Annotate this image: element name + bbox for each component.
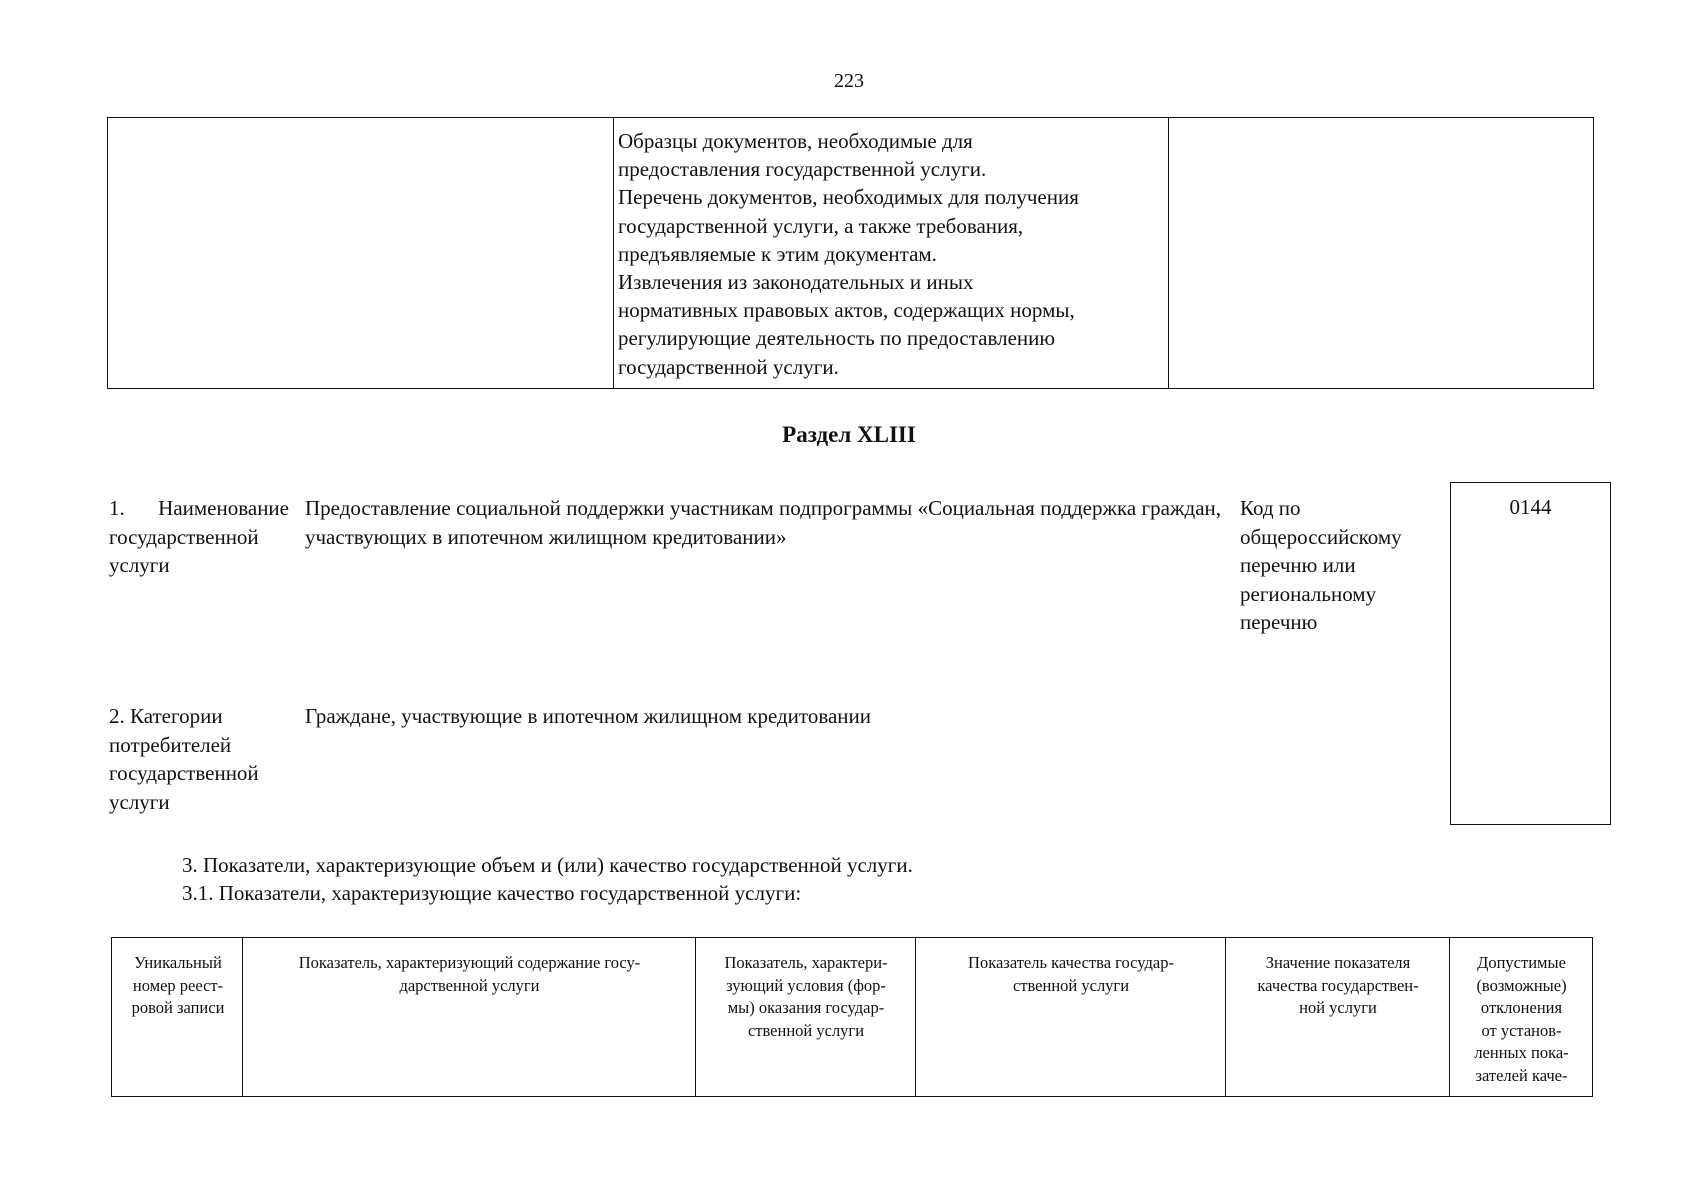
table-header-cell: Показатель, характери- зующий условия (фор- мы) оказания государ- ственной услуги	[724, 953, 888, 1040]
code-box	[1450, 482, 1611, 825]
indicators-heading: 3. Показатели, характеризующие объем и (или) качество государственной услуги.	[182, 853, 913, 877]
table-divider	[613, 118, 614, 388]
page-number: 223	[834, 70, 864, 92]
table-divider	[695, 938, 696, 1096]
service-name-value: Предоставление социальной поддержки участникам подпрограммы «Социальная поддержка граждан, участвующих в ипотечном жилищном кредитовании»	[305, 496, 1221, 549]
top-table-middle-cell: Образцы документов, необходимые для предоставления государственной услуги. Перечень документов, необходимых для получения государственной услуги, а также требования, предъявляемые к этим документам. Извлечения из законодательных и иных нормативных правовых актов, содержащих нормы, регулирующие деятельность по предоставлению государственной услуги.	[618, 129, 1079, 379]
table-header-cell: Допустимые (возможные) отклонения от установ- ленных пока- зателей каче-	[1474, 953, 1569, 1085]
consumer-category-value: Граждане, участвующие в ипотечном жилищном кредитовании	[305, 704, 871, 728]
code-label: Код по общероссийскому перечню или региональному перечню	[1240, 496, 1402, 634]
table-divider	[1449, 938, 1450, 1096]
table-divider	[1225, 938, 1226, 1096]
code-value: 0144	[1509, 495, 1552, 519]
quality-indicators-table	[111, 937, 1593, 1097]
section-title: Раздел XLIII	[782, 422, 916, 447]
table-header-cell: Показатель качества государ- ственной услуги	[968, 953, 1174, 995]
table-header-cell: Уникальный номер реест- ровой записи	[131, 953, 225, 1017]
quality-indicators-heading: 3.1. Показатели, характеризующие качество государственной услуги:	[182, 881, 802, 905]
table-header-cell: Значение показателя качества государствен- ной услуги	[1257, 953, 1419, 1017]
table-divider	[242, 938, 243, 1096]
service-name-label: 1. Наименование государственной услуги	[109, 496, 289, 577]
table-header-cell: Показатель, характеризующий содержание госу- дарственной услуги	[298, 953, 641, 995]
consumer-category-label: 2. Категории потребителей государственной услуги	[109, 704, 259, 814]
table-divider	[915, 938, 916, 1096]
